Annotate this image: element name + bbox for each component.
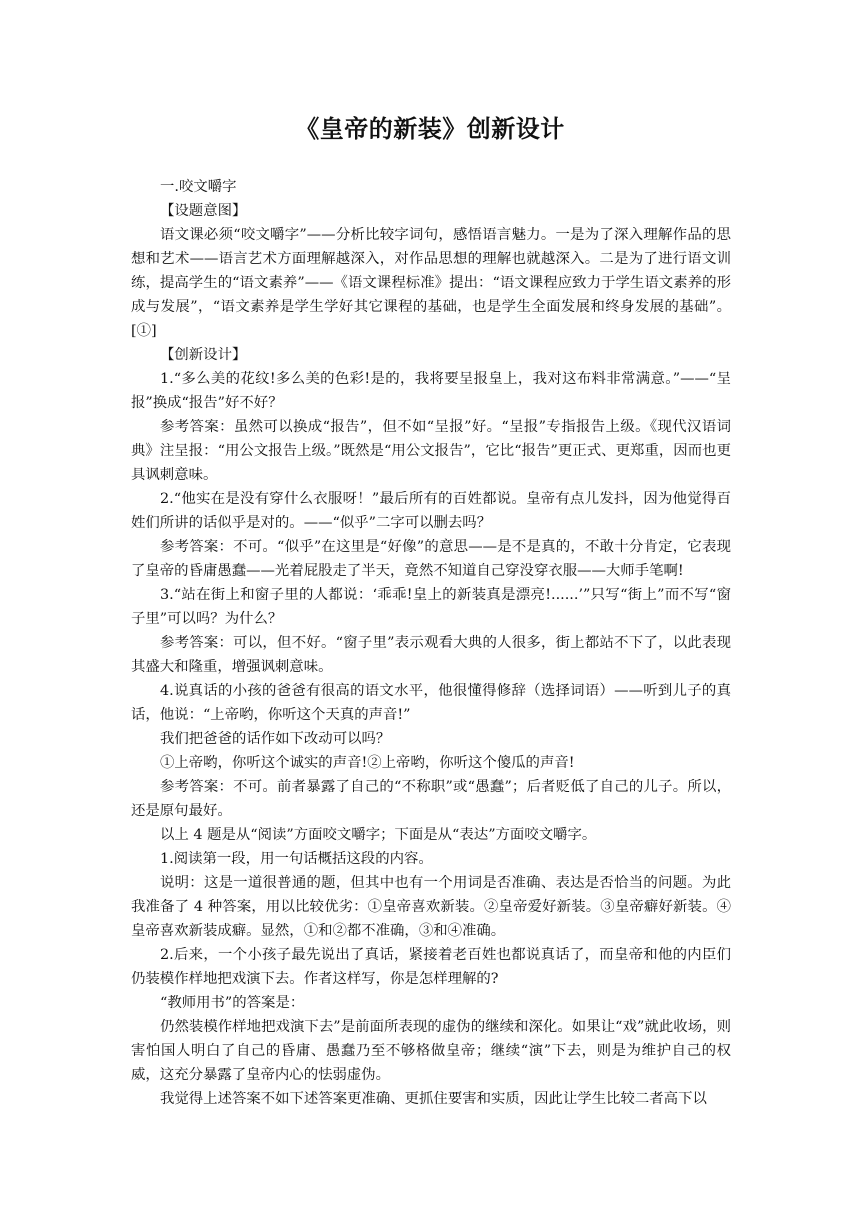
answer-paragraph: 参考答案：可以，但不好。“窗子里”表示观看大典的人很多，街上都站不下了，以此表现其盛大和隆重，增强讽刺意味。 (131, 635, 731, 675)
document-title: 《皇帝的新装》创新设计 (295, 115, 565, 143)
paragraph: 仍然装模作样地把戏演下去”是前面所表现的虚伪的继续和深化。如果让“戏”就此收场，则害怕国人明白了自己的昏庸、愚蠢乃至不够格做皇帝；继续“演”下去，则是为维护自己的权威，这充分暴露了皇帝内心的怯弱虚伪。 (131, 1019, 731, 1083)
answer-paragraph: 参考答案：虽然可以换成“报告”，但不如“呈报”好。“呈报”专指报告上级。《现代汉语词典》注呈报：“用公文报告上级。”既然是“用公文报告”，它比“报告”更正式、更郑重，因而也更具讽刺意味。 (131, 419, 731, 483)
paragraph: “教师用书”的答案是： (160, 995, 305, 1011)
subheading-design: 【创新设计】 (160, 347, 247, 363)
document-body (131, 175, 731, 1111)
paragraph: 我们把爸爸的话作如下改动可以吗？ (160, 731, 391, 747)
section-heading: 一.咬文嚼字 (160, 179, 237, 195)
paragraph: 我觉得上述答案不如下述答案更准确、更抓住要害和实质，因此让学生比较二者高下以 (160, 1091, 707, 1107)
paragraph: ①上帝哟，你听这个诚实的声音!②上帝哟，你听这个傻瓜的声音! (160, 755, 575, 771)
paragraph: 语文课必须“咬文嚼字”——分析比较字词句，感悟语言魅力。一是为了深入理解作品的思想和艺术——语言艺术方面理解越深入，对作品思想的理解也就越深入。二是为了进行语文训练，提高学生的“语文素养”——《语文课程标准》提出：“语文课程应致力于学生语文素养的形成与发展”，“语文素养是学生学好其它课程的基础，也是学生全面发展和终身发展的基础”。[①] (131, 227, 731, 339)
paragraph: 说明：这是一道很普通的题，但其中也有一个用词是否准确、表达是否恰当的问题。为此我准备了 4 种答案，用以比较优劣：①皇帝喜欢新装。②皇帝爱好新装。③皇帝癖好新装。④皇帝喜欢新装成癖。显然，①和②都不准确，③和④准确。 (131, 875, 731, 939)
question-paragraph: 4.说真话的小孩的爸爸有很高的语文水平，他很懂得修辞（选择词语）——听到儿子的真话，他说：“上帝哟，你听这个天真的声音!” (131, 683, 731, 723)
question-paragraph: 2.“他实在是没有穿什么衣服呀！”最后所有的百姓都说。皇帝有点儿发抖，因为他觉得百姓们所讲的话似乎是对的。——“似乎”二字可以删去吗？ (131, 491, 731, 531)
question-paragraph: 1.阅读第一段，用一句话概括这段的内容。 (160, 851, 433, 867)
subheading-intent: 【设题意图】 (160, 203, 247, 219)
question-paragraph: 3.“站在街上和窗子里的人都说：‘乖乖!皇上的新装真是漂亮!......’”只写“街上”而不写“窗子里”可以吗？为什么？ (131, 587, 731, 627)
question-paragraph: 1.“多么美的花纹!多么美的色彩!是的，我将要呈报皇上，我对这布料非常满意。”——“呈报”换成“报告”好不好？ (131, 371, 731, 411)
answer-paragraph: 参考答案：不可。前者暴露了自己的“不称职”或“愚蠢”；后者贬低了自己的儿子。所以，还是原句最好。 (131, 779, 731, 819)
answer-paragraph: 参考答案：不可。“似乎”在这里是“好像”的意思——是不是真的，不敢十分肯定，它表现了皇帝的昏庸愚蠢——光着屁股走了半天，竟然不知道自己穿没穿衣服——大师手笔啊! (131, 539, 731, 579)
question-paragraph: 2.后来，一个小孩子最先说出了真话，紧接着老百姓也都说真话了，而皇帝和他的内臣们仍装模作样地把戏演下去。作者这样写，你是怎样理解的? (131, 947, 731, 987)
paragraph: 以上 4 题是从“阅读”方面咬文嚼字；下面是从“表达”方面咬文嚼字。 (160, 827, 597, 843)
